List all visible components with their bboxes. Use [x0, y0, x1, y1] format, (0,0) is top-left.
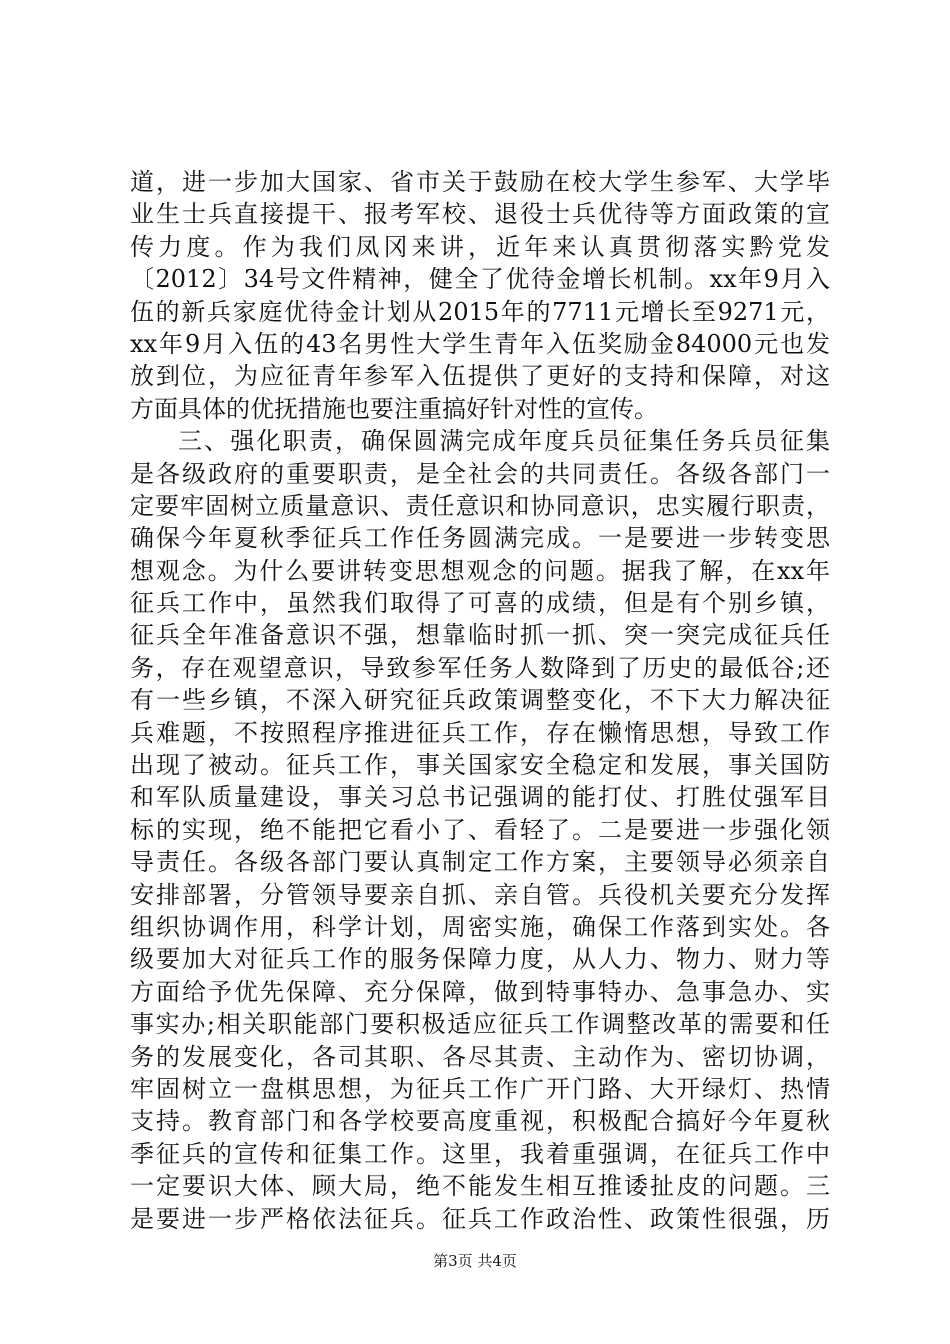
text-line: 确保今年夏秋季征兵工作任务圆满完成。一是要进一步转变思	[130, 524, 830, 553]
text-line: 导责任。各级各部门要认真制定工作方案，主要领导必须亲自	[130, 848, 830, 877]
text-line: 级要加大对征兵工作的服务保障力度，从人力、物力、财力等	[130, 945, 830, 974]
page-number-footer: 第3页 共4页	[433, 1252, 517, 1270]
text-line: 组织协调作用，科学计划，周密实施，确保工作落到实处。各	[130, 912, 830, 941]
text-line: 安排部署，分管领导要亲自抓、亲自管。兵役机关要充分发挥	[130, 880, 830, 909]
text-line: 是各级政府的重要职责，是全社会的共同责任。各级各部门一	[130, 459, 830, 488]
text-line: 是要进一步严格依法征兵。征兵工作政治性、政策性很强，历	[130, 1204, 830, 1233]
text-line: 征兵全年准备意识不强，想靠临时抓一抓、突一突完成征兵任	[130, 621, 830, 650]
text-line: 想观念。为什么要讲转变思想观念的问题。据我了解，在xx年	[130, 556, 830, 585]
text-line: 事实办;相关职能部门要积极适应征兵工作调整改革的需要和任	[130, 1010, 830, 1039]
text-line: 传力度。作为我们凤冈来讲，近年来认真贯彻落实黔党发	[130, 232, 830, 261]
text-line: 〔2012〕34号文件精神，健全了优待金增长机制。xx年9月入	[130, 265, 830, 294]
text-line: 方面给予优先保障、充分保障，做到特事特办、急事急办、实	[130, 977, 830, 1006]
text-line: 征兵工作中，虽然我们取得了可喜的成绩，但是有个别乡镇，	[130, 589, 830, 618]
text-line: 和军队质量建设，事关习总书记强调的能打仗、打胜仗强军目	[130, 783, 830, 812]
text-line: 伍的新兵家庭优待金计划从2015年的7711元增长至9271元，	[130, 297, 830, 326]
text-line: 季征兵的宣传和征集工作。这里，我着重强调，在征兵工作中	[130, 1139, 830, 1168]
text-line: 出现了被动。征兵工作，事关国家安全稳定和发展，事关国防	[130, 751, 830, 780]
text-line: 务的发展变化，各司其职、各尽其责、主动作为、密切协调，	[130, 1042, 830, 1071]
text-line: 一定要识大体、顾大局，绝不能发生相互推诿扯皮的问题。三	[130, 1172, 830, 1201]
text-line: xx年9月入伍的43名男性大学生青年入伍奖励金84000元也发	[130, 329, 830, 358]
text-line: 兵难题，不按照程序推进征兵工作，存在懒惰思想，导致工作	[130, 718, 830, 747]
text-line: 三、强化职责，确保圆满完成年度兵员征集任务兵员征集	[178, 427, 830, 456]
text-line: 定要牢固树立质量意识、责任意识和协同意识，忠实履行职责，	[130, 491, 830, 520]
text-line: 业生士兵直接提干、报考军校、退役士兵优待等方面政策的宣	[130, 200, 830, 229]
text-line: 方面具体的优抚措施也要注重搞好针对性的宣传。	[130, 394, 658, 423]
text-line: 道，进一步加大国家、省市关于鼓励在校大学生参军、大学毕	[130, 168, 830, 196]
text-line: 牢固树立一盘棋思想，为征兵工作广开门路、大开绿灯、热情	[130, 1074, 830, 1103]
body-text	[130, 166, 830, 1235]
text-line: 有一些乡镇，不深入研究征兵政策调整变化，不下大力解决征	[130, 686, 830, 715]
text-line: 支持。教育部门和各学校要高度重视，积极配合搞好今年夏秋	[130, 1107, 830, 1136]
text-line: 务，存在观望意识，导致参军任务人数降到了历史的最低谷;还	[130, 653, 830, 682]
text-line: 放到位，为应征青年参军入伍提供了更好的支持和保障，对这	[130, 362, 830, 391]
text-line: 标的实现，绝不能把它看小了、看轻了。二是要进一步强化领	[130, 815, 830, 844]
